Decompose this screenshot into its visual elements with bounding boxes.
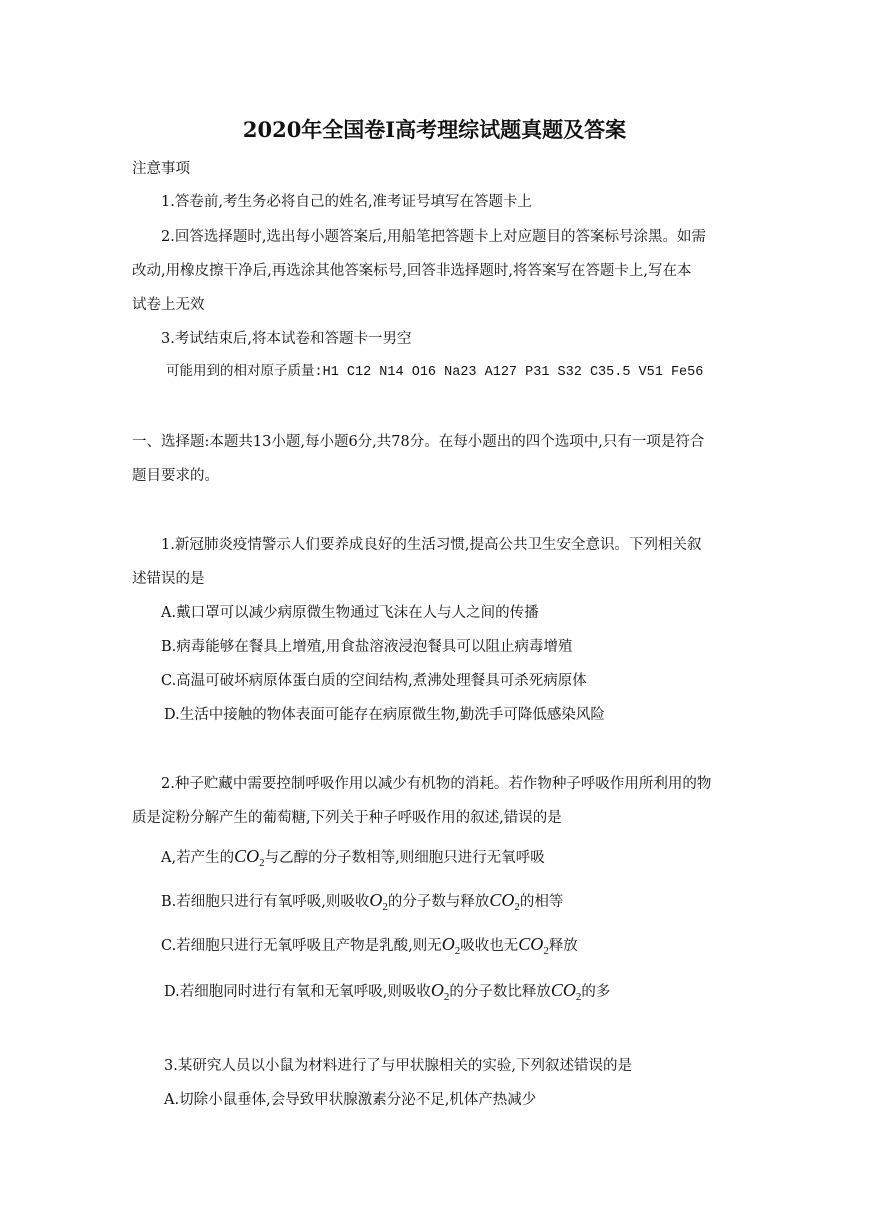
q2-stem-line-1: 2.种子贮藏中需要控制呼吸作用以减少有机物的消耗。若作物种子呼吸作用所利用的物 bbox=[161, 776, 712, 792]
o2-formula: $O_2$ bbox=[441, 934, 461, 957]
q3-stem: 3.某研究人员以小鼠为材料进行了与甲状腺相关的实验,下列叙述错误的是 bbox=[164, 1058, 632, 1074]
notice-item-2-line-1: 2.回答选择题时,选出每小题答案后,用船笔把答题卡上对应题目的答案标号涂黑。如需 bbox=[161, 229, 707, 245]
q2-option-a: A,若产生的$CO_2$与乙醇的分子数相等,则细胞只进行无氧呼吸 bbox=[161, 846, 545, 869]
q1-option-b: B.病毒能够在餐具上增殖,用食盐溶液浸泡餐具可以阻止病毒增殖 bbox=[161, 639, 573, 655]
q2-option-d: D.若细胞同时进行有氧和无氧呼吸,则吸收$O_2$的分子数比释放$CO_2$的多 bbox=[164, 980, 611, 1003]
notice-item-2-line-2: 改动,用橡皮擦干净后,再选涂其他答案标号,回答非选择题时,将答案写在答题卡上,写在本 bbox=[132, 263, 692, 279]
q2-stem-line-2: 质是淀粉分解产生的葡萄糖,下列关于种子呼吸作用的叙述,错误的是 bbox=[132, 810, 562, 826]
q1-option-c: C.高温可破坏病原体蛋白质的空间结构,煮沸处理餐具可杀死病原体 bbox=[161, 673, 587, 689]
q1-option-d: D.生活中接触的物体表面可能存在病原微生物,勤洗手可降低感染风险 bbox=[164, 707, 605, 723]
notice-item-3: 3.考试结束后,将本试卷和答题卡一男空 bbox=[161, 331, 412, 347]
q3-option-a: A.切除小鼠垂体,会导致甲状腺激素分泌不足,机体产热减少 bbox=[164, 1092, 537, 1108]
co2-formula: $CO_2$ bbox=[489, 890, 520, 913]
o2-formula: $O_2$ bbox=[430, 980, 450, 1003]
q2-option-c: C.若细胞只进行无氧呼吸且产物是乳酸,则无$O_2$吸收也无$CO_2$释放 bbox=[161, 934, 578, 957]
q1-stem-line-2: 述错误的是 bbox=[132, 571, 205, 587]
q1-stem-line-1: 1.新冠肺炎疫情警示人们要养成良好的生活习惯,提高公共卫生安全意识。下列相关叙 bbox=[161, 537, 702, 553]
section-1-line-2: 题目要求的。 bbox=[132, 468, 219, 484]
atomic-mass-line: 可能用到的相对原子质量:H1 C12 N14 O16 Na23 A127 P31 S32 C35.5 V51 Fe56 bbox=[166, 365, 704, 380]
section-1-line-1: 一、选择题:本题共13小题,每小题6分,共78分。在每小题出的四个选项中,只有一项是符合 bbox=[132, 434, 705, 450]
q2-option-b: B.若细胞只进行有氧呼吸,则吸收$O_2$的分子数与释放$CO_2$的相等 bbox=[161, 890, 564, 913]
notice-item-1: 1.答卷前,考生务必将自己的姓名,准考证号填写在答题卡上 bbox=[161, 194, 533, 210]
notice-heading: 注意事项 bbox=[132, 161, 190, 177]
co2-formula: $CO_2$ bbox=[550, 980, 582, 1003]
q1-option-a: A.戴口罩可以减少病原微生物通过飞沫在人与人之间的传播 bbox=[161, 605, 539, 621]
page-title: 2020年全国卷Ⅰ高考理综试题真题及答案 bbox=[242, 117, 627, 142]
co2-formula: $CO_2$ bbox=[518, 934, 549, 957]
notice-item-2-line-3: 试卷上无效 bbox=[132, 297, 205, 313]
o2-formula: $O_2$ bbox=[369, 890, 388, 913]
co2-formula: $CO_2$ bbox=[234, 846, 265, 869]
